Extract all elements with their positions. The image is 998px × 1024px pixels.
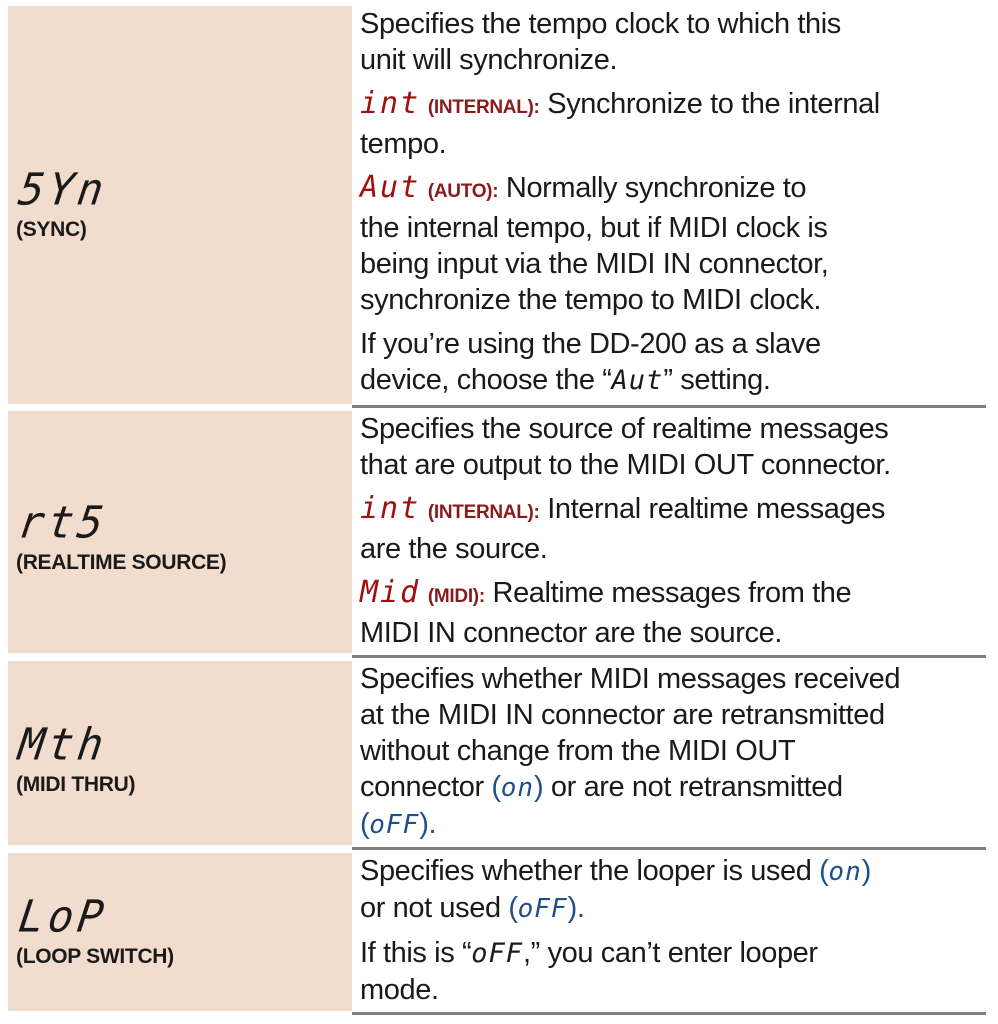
desc-line: are the source. <box>360 533 548 565</box>
param-cell-loop-switch <box>8 853 352 1011</box>
desc-line: Internal realtime messages <box>547 493 886 525</box>
desc-line: synchronize the tempo to MIDI clock. <box>360 284 822 316</box>
paren: ( <box>360 808 370 840</box>
desc-text: or are not retransmitted <box>543 771 843 803</box>
row-divider <box>352 1012 986 1015</box>
display-code-mth: Mth <box>15 718 111 771</box>
desc-line <box>360 890 992 927</box>
description-midi-thru <box>360 661 992 843</box>
desc-line: Specifies the source of realtime messages <box>360 413 889 445</box>
desc-line: mode. <box>360 974 439 1006</box>
row-divider <box>352 847 986 850</box>
desc-line: at the MIDI IN connector are retransmitted <box>360 699 885 731</box>
desc-line: MIDI IN connector are the source. <box>360 617 782 649</box>
option-label-midi: (MIDI): <box>427 586 485 607</box>
note-text: If this is “ <box>360 937 472 969</box>
note-seg: Aut <box>611 365 664 396</box>
desc-line: the internal tempo, but if MIDI clock is <box>360 212 828 244</box>
value-on: on <box>500 773 534 803</box>
desc-text: or not used <box>360 892 509 924</box>
option-seg-aut: Aut <box>360 170 421 205</box>
desc-line <box>360 853 992 890</box>
param-name-midi-thru: (MIDI THRU) <box>16 773 136 796</box>
param-row-realtime-source <box>0 411 998 653</box>
param-row-midi-thru <box>0 661 998 845</box>
description-realtime-source <box>360 411 992 651</box>
option-label-internal: (INTERNAL): <box>427 502 540 523</box>
param-row-loop-switch <box>0 853 998 1011</box>
desc-line: without change from the MIDI OUT <box>360 735 796 767</box>
paren: ( <box>508 892 518 924</box>
option-label-internal: (INTERNAL): <box>427 97 540 118</box>
value-off: oFF <box>369 810 420 840</box>
paren: ( <box>819 855 829 887</box>
paren: ) <box>861 855 871 887</box>
desc-line: being input via the MIDI IN connector, <box>360 248 829 280</box>
note-line <box>360 362 992 399</box>
option-auto <box>360 170 992 210</box>
param-name-loop-switch: (LOOP SWITCH) <box>16 945 174 968</box>
desc-line <box>360 806 992 843</box>
value-on: on <box>828 857 862 887</box>
desc-line: Realtime messages from the <box>492 577 852 609</box>
option-internal <box>360 491 992 531</box>
display-code-lop: LoP <box>15 890 111 943</box>
param-name-realtime-source: (REALTIME SOURCE) <box>16 551 227 574</box>
option-midi <box>360 575 992 615</box>
note-text: ,” you can’t enter looper <box>523 937 818 969</box>
desc-text: connector <box>360 771 492 803</box>
param-label-loop-switch <box>15 890 174 969</box>
desc-line: unit will synchronize. <box>360 44 618 76</box>
paren: ). <box>567 892 585 924</box>
description-loop-switch <box>360 853 992 1008</box>
desc-line: that are output to the MIDI OUT connector. <box>360 449 891 481</box>
note-seg: oFF <box>471 938 523 969</box>
desc-line: Specifies the tempo clock to which this <box>360 8 841 40</box>
desc-line: tempo. <box>360 128 447 160</box>
param-cell-realtime-source <box>8 411 352 653</box>
param-label-realtime-source <box>15 496 227 575</box>
param-label-midi-thru <box>15 718 136 797</box>
desc-line: If you’re using the DD-200 as a slave <box>360 328 821 360</box>
option-seg-mid: Mid <box>360 575 421 610</box>
param-cell-sync <box>8 6 352 404</box>
description-sync <box>360 6 992 399</box>
desc-line: Specifies whether MIDI messages received <box>360 663 901 695</box>
desc-line <box>360 769 992 806</box>
option-internal <box>360 86 992 126</box>
note-text: ” setting. <box>663 364 771 396</box>
paren: ) <box>534 771 544 803</box>
display-code-rts: rt5 <box>15 496 111 549</box>
paren: ). <box>419 808 437 840</box>
option-label-auto: (AUTO): <box>427 181 499 202</box>
param-label-sync <box>15 163 111 242</box>
option-seg-int: int <box>360 86 421 121</box>
param-name-sync: (SYNC) <box>16 218 87 241</box>
param-row-sync <box>0 6 998 404</box>
paren: ( <box>491 771 501 803</box>
row-divider <box>352 405 986 408</box>
desc-line: Synchronize to the internal <box>547 88 880 120</box>
note-text: device, choose the “ <box>360 364 612 396</box>
display-code-sync: 5Yn <box>15 163 111 216</box>
desc-text: Specifies whether the looper is used <box>360 855 820 887</box>
param-cell-midi-thru <box>8 661 352 845</box>
desc-line: Normally synchronize to <box>505 172 807 204</box>
option-seg-int: int <box>360 491 421 526</box>
note-line <box>360 935 992 972</box>
value-off: oFF <box>517 894 568 924</box>
row-divider <box>352 655 986 658</box>
